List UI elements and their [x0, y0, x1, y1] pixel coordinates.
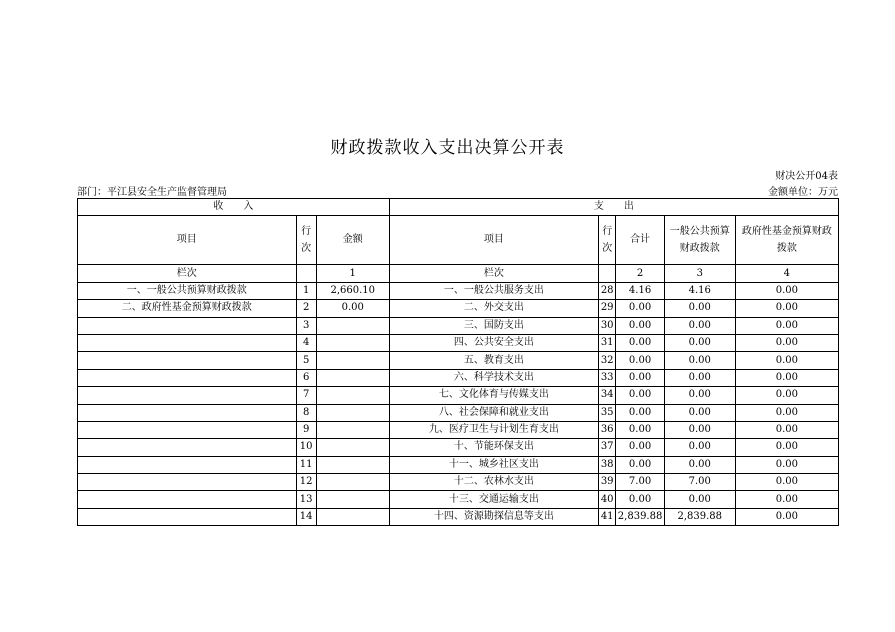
- table-row: [78, 508, 839, 525]
- unit-label: 金额单位：万元: [768, 187, 838, 198]
- expense-total-cell: 0.00: [616, 334, 665, 351]
- table-row: [78, 300, 839, 317]
- income-line-no-cell: 6: [296, 369, 316, 386]
- income-item-cell: [78, 404, 297, 421]
- table-row: [78, 491, 839, 508]
- expense-line-no-cell: 29: [599, 300, 616, 317]
- income-amount-cell: [316, 439, 389, 456]
- fund-budget-header: 政府性基金预算财政 拨款: [735, 216, 838, 265]
- income-amount-cell: [316, 491, 389, 508]
- income-item-cell: [78, 334, 297, 351]
- expense-item-cell: 十二、农林水支出: [389, 474, 598, 491]
- table-row: [78, 334, 839, 351]
- expense-total-cell: 0.00: [616, 404, 665, 421]
- income-line-no-cell: 12: [296, 474, 316, 491]
- table-row: [78, 474, 839, 491]
- income-line-no-cell: 14: [296, 508, 316, 525]
- expense-item-cell: 六、科学技术支出: [389, 369, 598, 386]
- income-item-cell: [78, 456, 297, 473]
- fund-budget-cell: 0.00: [735, 334, 838, 351]
- fund-budget-cell: 0.00: [735, 474, 838, 491]
- income-header: 收 入: [78, 199, 390, 216]
- fund-budget-cell: 0.00: [735, 456, 838, 473]
- general-budget-cell: 0.00: [664, 387, 735, 404]
- expense-line-no-cell: 40: [599, 491, 616, 508]
- expense-item-cell: 十四、资源勘探信息等支出: [389, 508, 598, 525]
- fund-budget-cell: 0.00: [735, 352, 838, 369]
- general-budget-cell: 0.00: [664, 317, 735, 334]
- table-row: [78, 456, 839, 473]
- table-row: [78, 282, 839, 299]
- expense-total-cell: 2,839.88: [616, 508, 665, 525]
- budget-table: [77, 198, 839, 526]
- expense-line-no-header: 行 次: [599, 216, 616, 265]
- income-item-cell: [78, 491, 297, 508]
- income-amount-cell: 2,660.10: [316, 282, 389, 299]
- table-row: [78, 317, 839, 334]
- income-item-cell: [78, 352, 297, 369]
- expense-line-no-cell: 39: [599, 474, 616, 491]
- fund-budget-cell: 0.00: [735, 508, 838, 525]
- column-label-right: 栏次: [389, 265, 598, 282]
- general-budget-cell: 0.00: [664, 334, 735, 351]
- page-title: 财政拨款收入支出决算公开表: [330, 138, 565, 158]
- income-item-cell: [78, 421, 297, 438]
- income-amount-cell: [316, 317, 389, 334]
- income-line-no-cell: 8: [296, 404, 316, 421]
- column-index-3: 3: [664, 265, 735, 282]
- general-budget-cell: 4.16: [664, 282, 735, 299]
- income-line-no-cell: 5: [296, 352, 316, 369]
- expense-item-cell: 三、国防支出: [389, 317, 598, 334]
- general-budget-cell: 0.00: [664, 369, 735, 386]
- income-amount-cell: [316, 508, 389, 525]
- fund-budget-cell: 0.00: [735, 439, 838, 456]
- expense-total-cell: 0.00: [616, 491, 665, 508]
- column-index-2: 2: [616, 265, 665, 282]
- fund-budget-cell: 0.00: [735, 317, 838, 334]
- income-line-no-cell: 4: [296, 334, 316, 351]
- column-index-row: [78, 265, 839, 282]
- income-amount-cell: 0.00: [316, 300, 389, 317]
- income-item-cell: [78, 508, 297, 525]
- expense-total-cell: 0.00: [616, 421, 665, 438]
- expense-header: 支 出: [389, 199, 838, 216]
- income-item-cell: [78, 369, 297, 386]
- general-budget-cell: 0.00: [664, 421, 735, 438]
- expense-line-no-cell: 30: [599, 317, 616, 334]
- expense-item-cell: 七、文化体育与传媒支出: [389, 387, 598, 404]
- expense-item-cell: 十、节能环保支出: [389, 439, 598, 456]
- expense-item-cell: 十三、交通运输支出: [389, 491, 598, 508]
- fund-budget-cell: 0.00: [735, 369, 838, 386]
- income-amount-cell: [316, 352, 389, 369]
- column-label-left: 栏次: [78, 265, 297, 282]
- expense-total-cell: 0.00: [616, 369, 665, 386]
- general-budget-cell: 0.00: [664, 439, 735, 456]
- expense-total-cell: 0.00: [616, 300, 665, 317]
- column-index-blank: [296, 265, 316, 282]
- expense-item-cell: 一、一般公共服务支出: [389, 282, 598, 299]
- expense-line-no-cell: 31: [599, 334, 616, 351]
- table-row: [78, 404, 839, 421]
- income-amount-cell: [316, 404, 389, 421]
- income-item-cell: [78, 317, 297, 334]
- income-line-no-cell: 3: [296, 317, 316, 334]
- fund-budget-cell: 0.00: [735, 491, 838, 508]
- income-amount-cell: [316, 456, 389, 473]
- income-item-header: 项目: [78, 216, 297, 265]
- expense-line-no-cell: 33: [599, 369, 616, 386]
- general-budget-cell: 7.00: [664, 474, 735, 491]
- table-row: [78, 439, 839, 456]
- income-line-no-cell: 7: [296, 387, 316, 404]
- header-row-columns: [78, 216, 839, 265]
- column-index-4: 4: [735, 265, 838, 282]
- fund-budget-cell: 0.00: [735, 300, 838, 317]
- amount-header: 金额: [316, 216, 389, 265]
- expense-line-no-cell: 38: [599, 456, 616, 473]
- income-amount-cell: [316, 474, 389, 491]
- general-budget-cell: 0.00: [664, 300, 735, 317]
- income-line-no-cell: 13: [296, 491, 316, 508]
- fund-budget-cell: 0.00: [735, 282, 838, 299]
- expense-total-cell: 0.00: [616, 317, 665, 334]
- expense-item-cell: 五、教育支出: [389, 352, 598, 369]
- expense-total-cell: 4.16: [616, 282, 665, 299]
- table-row: [78, 369, 839, 386]
- expense-item-cell: 四、公共安全支出: [389, 334, 598, 351]
- fund-budget-cell: 0.00: [735, 421, 838, 438]
- income-amount-cell: [316, 421, 389, 438]
- expense-item-cell: 八、社会保障和就业支出: [389, 404, 598, 421]
- expense-item-header: 项目: [389, 216, 598, 265]
- income-item-cell: [78, 387, 297, 404]
- expense-total-cell: 0.00: [616, 456, 665, 473]
- general-budget-header: 一般公共预算 财政拨款: [664, 216, 735, 265]
- expense-total-cell: 0.00: [616, 352, 665, 369]
- column-index-blank: [599, 265, 616, 282]
- expense-total-cell: 0.00: [616, 439, 665, 456]
- expense-item-cell: 十一、城乡社区支出: [389, 456, 598, 473]
- income-item-cell: [78, 439, 297, 456]
- expense-total-cell: 0.00: [616, 387, 665, 404]
- expense-line-no-cell: 34: [599, 387, 616, 404]
- income-line-no-header: 行 次: [296, 216, 316, 265]
- income-item-cell: 一、一般公共预算财政拨款: [78, 282, 297, 299]
- fund-budget-cell: 0.00: [735, 404, 838, 421]
- general-budget-cell: 0.00: [664, 404, 735, 421]
- income-line-no-cell: 2: [296, 300, 316, 317]
- general-budget-cell: 0.00: [664, 352, 735, 369]
- fund-budget-cell: 0.00: [735, 387, 838, 404]
- income-amount-cell: [316, 369, 389, 386]
- income-line-no-cell: 11: [296, 456, 316, 473]
- general-budget-cell: 0.00: [664, 456, 735, 473]
- form-number: 财决公开04表: [775, 171, 838, 182]
- header-row-sections: [78, 199, 839, 216]
- expense-item-cell: 二、外交支出: [389, 300, 598, 317]
- income-item-cell: [78, 474, 297, 491]
- column-index-1: 1: [316, 265, 389, 282]
- expense-line-no-cell: 37: [599, 439, 616, 456]
- total-header: 合计: [616, 216, 665, 265]
- expense-line-no-cell: 41: [599, 508, 616, 525]
- table-row: [78, 387, 839, 404]
- income-amount-cell: [316, 387, 389, 404]
- expense-line-no-cell: 32: [599, 352, 616, 369]
- table-row: [78, 352, 839, 369]
- expense-line-no-cell: 35: [599, 404, 616, 421]
- income-line-no-cell: 10: [296, 439, 316, 456]
- expense-line-no-cell: 36: [599, 421, 616, 438]
- general-budget-cell: 2,839.88: [664, 508, 735, 525]
- income-line-no-cell: 9: [296, 421, 316, 438]
- income-line-no-cell: 1: [296, 282, 316, 299]
- expense-total-cell: 7.00: [616, 474, 665, 491]
- department-label: 部门：平江县安全生产监督管理局: [77, 187, 227, 198]
- table-row: [78, 421, 839, 438]
- general-budget-cell: 0.00: [664, 491, 735, 508]
- expense-line-no-cell: 28: [599, 282, 616, 299]
- income-item-cell: 二、政府性基金预算财政拨款: [78, 300, 297, 317]
- expense-item-cell: 九、医疗卫生与计划生育支出: [389, 421, 598, 438]
- income-amount-cell: [316, 334, 389, 351]
